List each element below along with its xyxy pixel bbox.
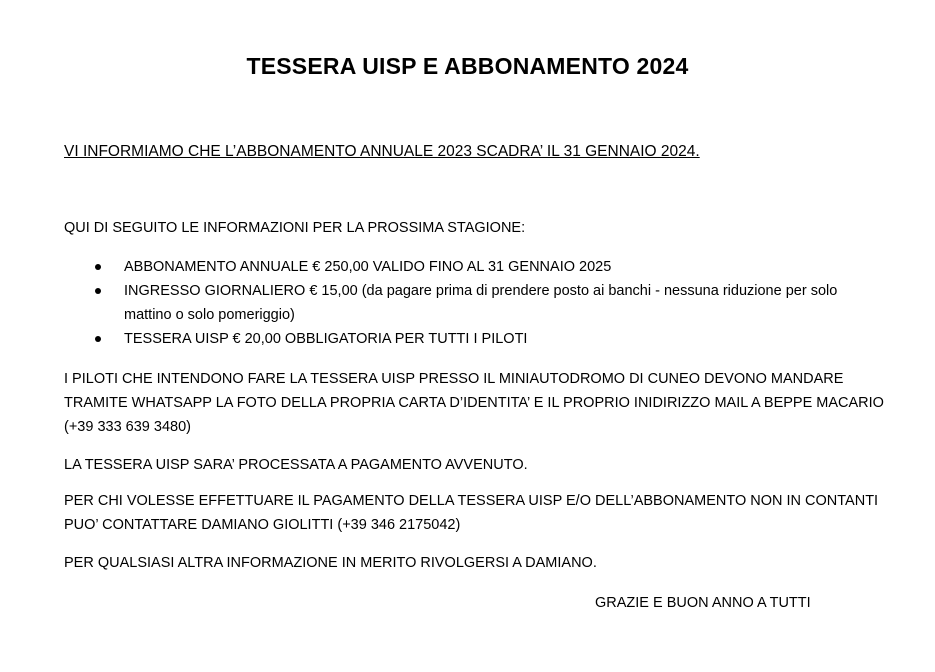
list-item-text: TESSERA UISP € 20,00 OBBLIGATORIA PER TUTTI I PILOTI: [124, 331, 528, 347]
list-item: [64, 279, 874, 327]
bullet-icon: [95, 336, 101, 342]
list-item: [64, 255, 874, 279]
card-processing-paragraph: LA TESSERA UISP SARA’ PROCESSATA A PAGAMENTO AVVENUTO.: [64, 457, 528, 473]
info-paragraph: PER QUALSIASI ALTRA INFORMAZIONE IN MERITO RIVOLGERSI A DAMIANO.: [64, 555, 597, 571]
payment-paragraph: PER CHI VOLESSE EFFETTUARE IL PAGAMENTO DELLA TESSERA UISP E/O DELL’ABBONAMENTO NON IN CONTANTI PUO’ CONTATTARE DAMIANO GIOLITTI (+39 346 2175042): [64, 493, 879, 533]
expiry-notice: VI INFORMIAMO CHE L’ABBONAMENTO ANNUALE 2023 SCADRA’ IL 31 GENNAIO 2024.: [64, 143, 700, 160]
intro-text: QUI DI SEGUITO LE INFORMAZIONI PER LA PROSSIMA STAGIONE:: [64, 220, 526, 236]
closing-greeting: GRAZIE E BUON ANNO A TUTTI: [595, 595, 811, 611]
info-list: [64, 255, 874, 351]
bullet-icon: [95, 264, 101, 270]
list-item-text: INGRESSO GIORNALIERO € 15,00 (da pagare prima di prendere posto ai banchi - nessuna riduzione per solo mattino o solo pomeriggio): [124, 283, 838, 323]
pilots-paragraph: I PILOTI CHE INTENDONO FARE LA TESSERA UISP PRESSO IL MINIAUTODROMO DI CUNEO DEVONO MANDARE TRAMITE WHATSAPP LA FOTO DELLA PROPRIA CARTA D’IDENTITA’ E IL PROPRIO INIDIRIZZO MAIL A BEPPE MACARIO (+39 333 639 3480): [64, 371, 884, 435]
bullet-icon: [95, 288, 101, 294]
list-item: [64, 327, 874, 351]
list-item-text: ABBONAMENTO ANNUALE € 250,00 VALIDO FINO AL 31 GENNAIO 2025: [124, 259, 612, 275]
document-title: TESSERA UISP E ABBONAMENTO 2024: [246, 53, 689, 79]
